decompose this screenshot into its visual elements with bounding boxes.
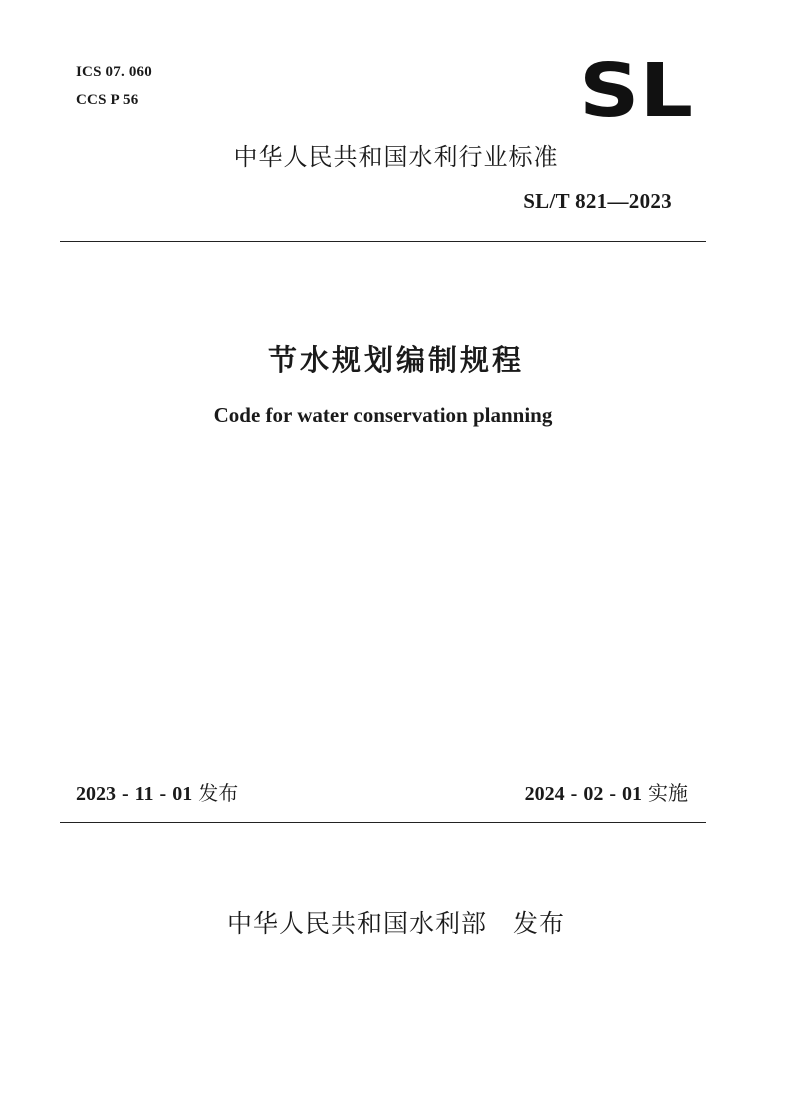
sl-logo xyxy=(578,56,694,122)
implementation-date: 2024 - 02 - 01 xyxy=(524,783,642,805)
publisher-name: 中华人民共和国水利部 xyxy=(226,909,487,938)
ccs-code: CCS P 56 xyxy=(76,92,139,108)
publisher-action: 发布 xyxy=(513,909,566,938)
industry-standard-title: 中华人民共和国水利行业标准 xyxy=(233,143,559,171)
issue-label: 发布 xyxy=(198,781,239,805)
bottom-divider xyxy=(60,822,706,823)
ics-code: ICS 07. 060 xyxy=(76,64,152,80)
classification-codes xyxy=(76,58,152,114)
document-title-english: Code for water conservation planning xyxy=(213,403,553,427)
implementation-date-line xyxy=(525,778,688,809)
issue-date: 2023 - 11 - 01 xyxy=(76,783,193,805)
issue-date-line xyxy=(76,778,238,809)
top-divider xyxy=(60,241,706,242)
sl-logo-text: SL xyxy=(579,56,693,122)
implementation-label: 实施 xyxy=(648,781,688,805)
standard-number: SL/T 821—2023 xyxy=(523,189,672,213)
document-title-chinese: 节水规划编制规程 xyxy=(267,343,524,377)
publisher-line xyxy=(0,906,792,942)
